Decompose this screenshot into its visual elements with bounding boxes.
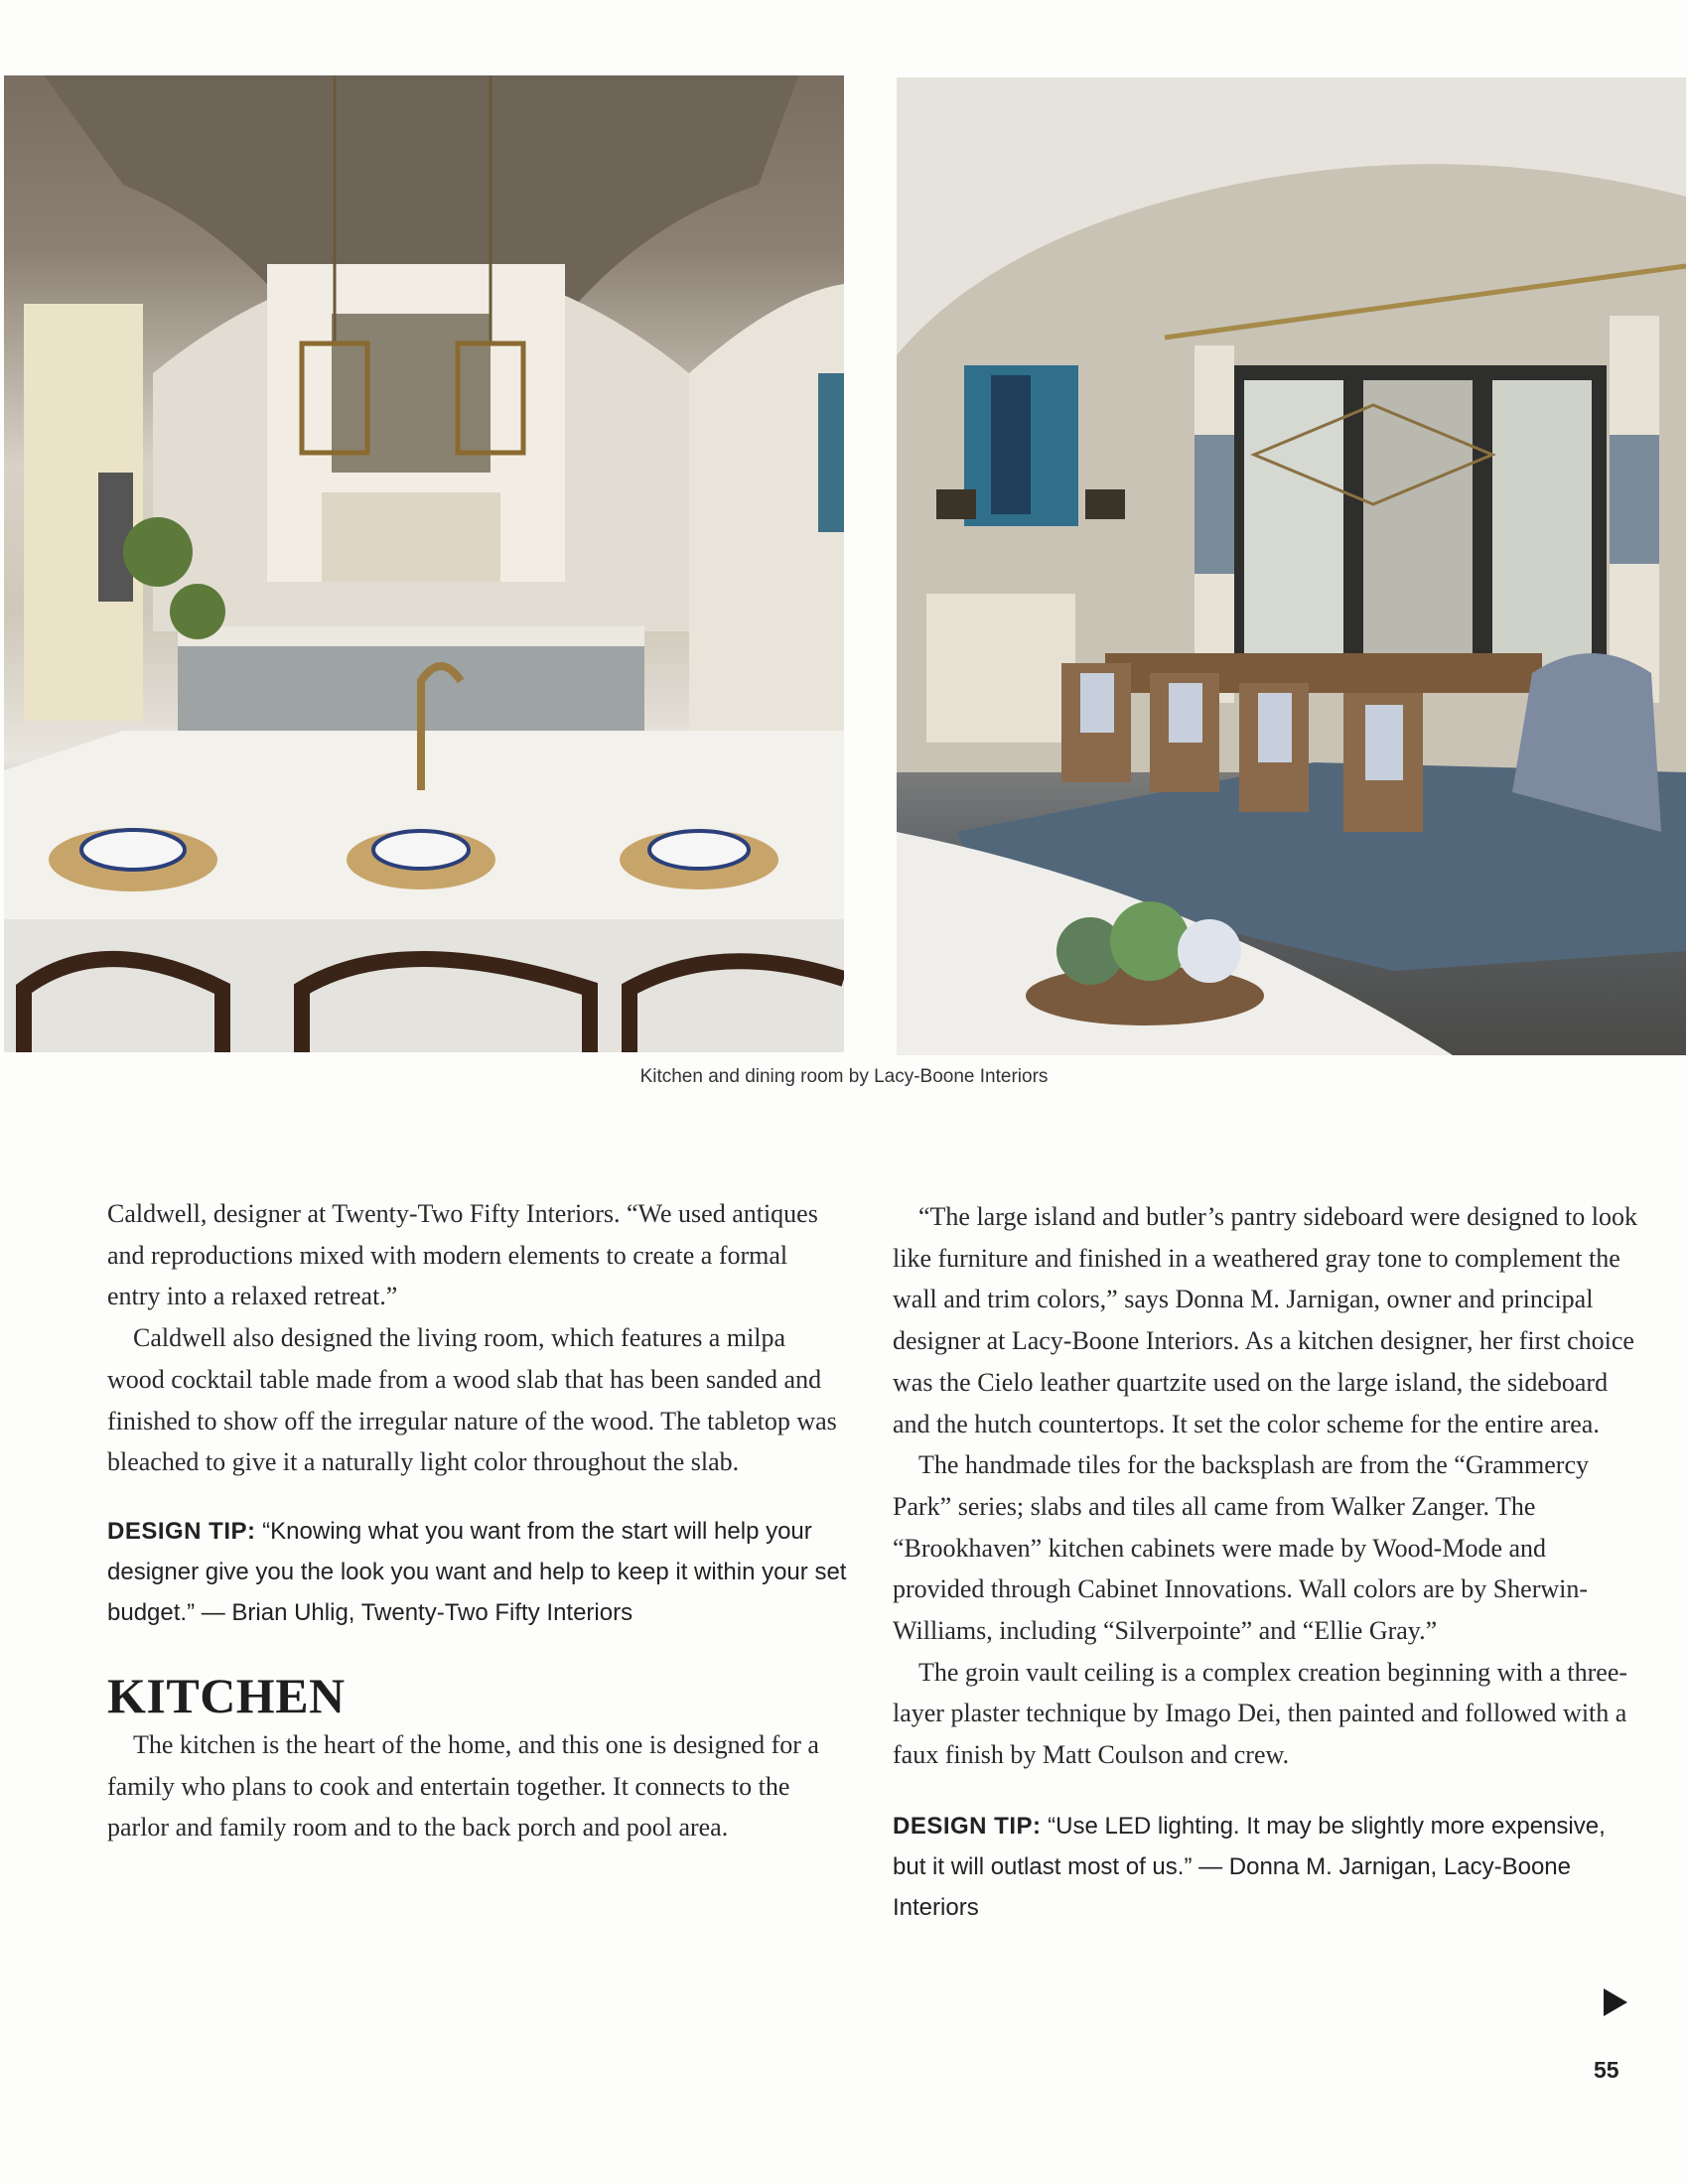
left-column — [107, 1193, 847, 1848]
left-paragraph-2: Caldwell also designed the living room, which features a milpa wood cocktail table made from a wood slab that has been sanded and finished to show off the irregular nature of the wood. The tabletop was bleached to give it a naturally light color throughout the slab. — [107, 1323, 837, 1477]
design-tip-text: “Knowing what you want from the start will help your designer give you the look you want and help to keep it within your set budget.” — Brian Uhlig, Twenty-Two Fifty Interiors — [107, 1517, 847, 1626]
right-paragraph-2: The handmade tiles for the backsplash are from the “Grammercy Park” series; slabs and tiles all came from Walker Zanger. The “Brookhaven” kitchen cabinets were made by Wood-Mode and provided through Cabinet Innovations. Wall colors are by Sherwin-Williams, including “Silverpointe” and “Ellie Gray.” — [893, 1450, 1589, 1646]
kitchen-scene-illustration — [4, 75, 844, 1052]
left-paragraph-1: Caldwell, designer at Twenty-Two Fifty Interiors. “We used antiques and reproductions mixed with modern elements to create a formal entry into a relaxed retreat.” — [107, 1199, 818, 1311]
right-column — [893, 1196, 1642, 1928]
photo-caption: Kitchen and dining room by Lacy-Boone Interiors — [639, 1066, 1049, 1087]
kitchen-photo — [4, 75, 844, 1052]
page-number: 55 — [1594, 2057, 1619, 2083]
right-paragraph-3: The groin vault ceiling is a complex creation beginning with a three-layer plaster technique by Imago Dei, then painted and followed with a faux finish by Matt Coulson and crew. — [893, 1657, 1628, 1770]
left-paragraph-3: The kitchen is the heart of the home, and this one is designed for a family who plans to cook and entertain together. It connects to the parlor and family room and to the back porch and pool area. — [107, 1729, 819, 1843]
dining-photo — [897, 77, 1686, 1055]
design-tip-left — [107, 1511, 847, 1633]
design-tip-label: DESIGN TIP: — [893, 1812, 1042, 1840]
right-triangle-icon — [1604, 1988, 1627, 2016]
right-paragraph-1: “The large island and butler’s pantry sideboard were designed to look like furniture and finished in a weathered gray tone to complement the wall and trim colors,” says Donna M. Jarnigan, owner and principal designer at Lacy-Boone Interiors. As a kitchen designer, her first choice was the Cielo leather quartzite used on the large island, the sideboard and the hutch countertops. It set the color scheme for the entire area. — [893, 1202, 1637, 1438]
dining-scene-illustration — [897, 77, 1686, 1055]
design-tip-label: DESIGN TIP: — [107, 1517, 256, 1545]
design-tip-right — [893, 1806, 1642, 1928]
design-tip-text: “Use LED lighting. It may be slightly more expensive, but it will outlast most of us.” — Donna M. Jarnigan, Lacy-Boone Interiors — [893, 1812, 1606, 1921]
section-heading-kitchen: KITCHEN — [107, 1667, 346, 1723]
